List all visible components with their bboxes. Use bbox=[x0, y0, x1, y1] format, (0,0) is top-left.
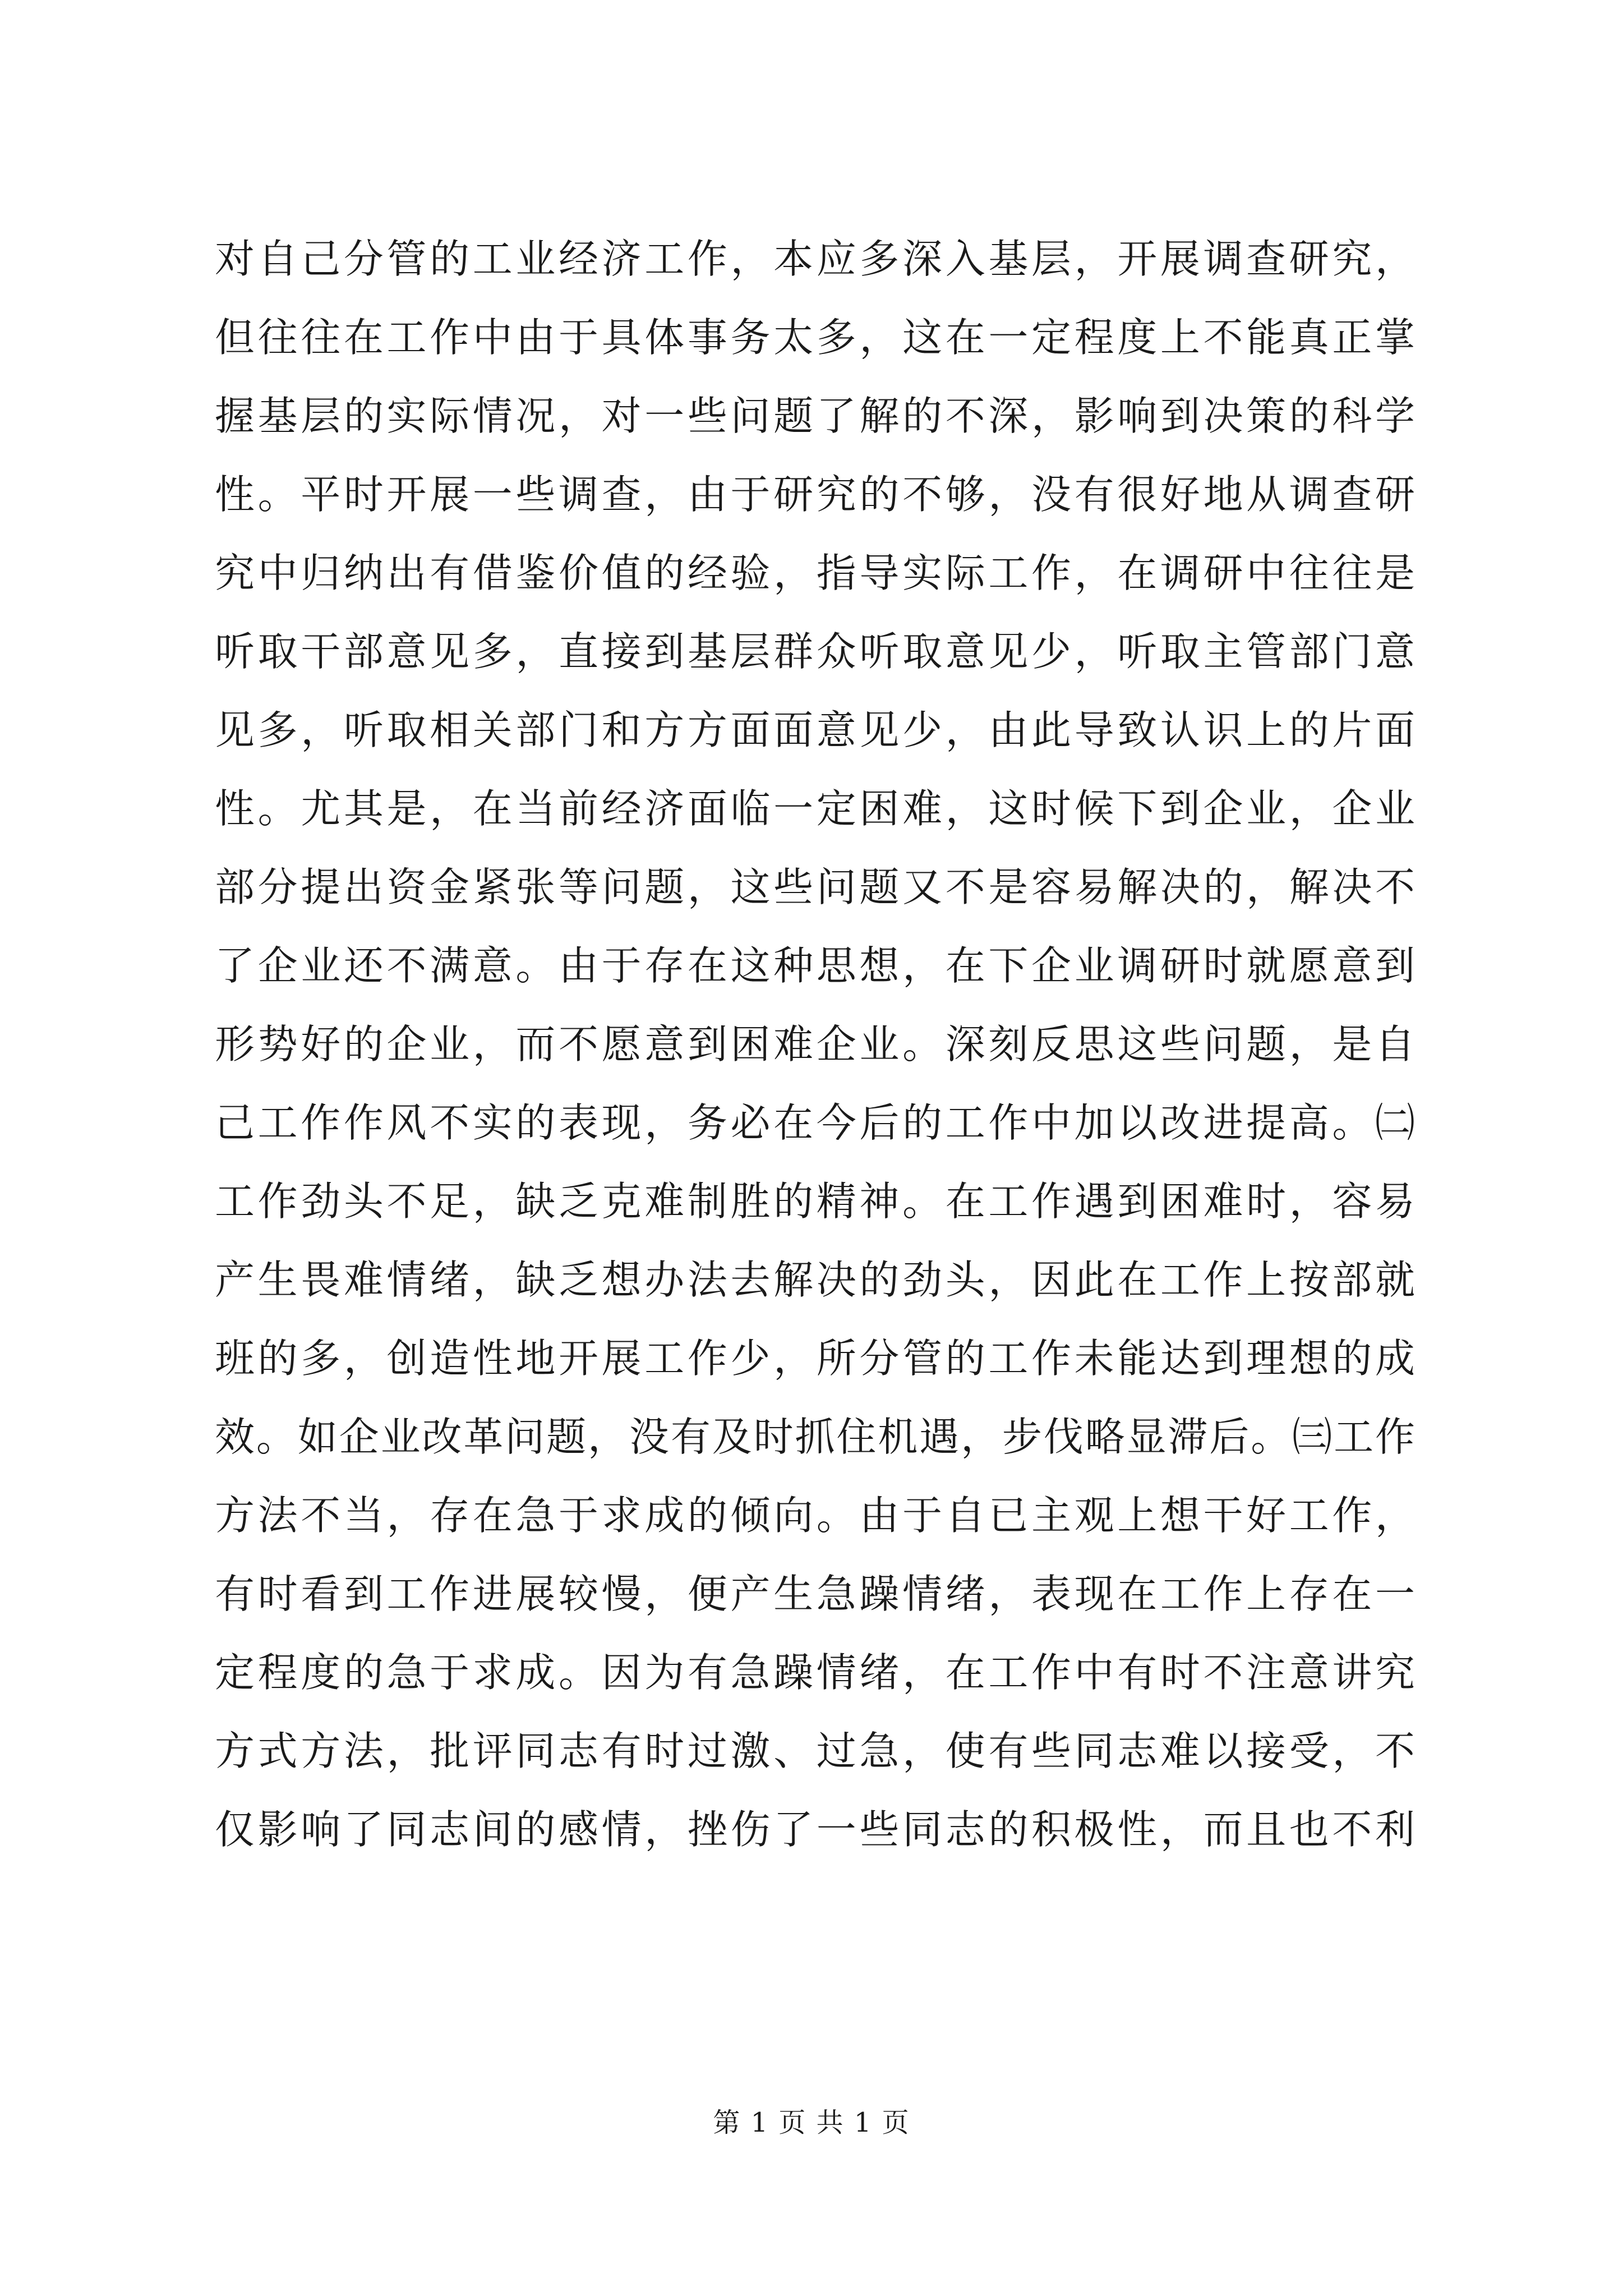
text-line: 方式方法，批评同志有时过激、过急，使有些同志难以接受，不 bbox=[215, 1728, 1415, 1774]
text-line: 工作劲头不足，缺乏克难制胜的精神。在工作遇到困难时，容易 bbox=[215, 1178, 1415, 1225]
body-text bbox=[215, 220, 1415, 1869]
text-line: 产生畏难情绪，缺乏想办法去解决的劲头，因此在工作上按部就 bbox=[215, 1257, 1415, 1303]
text-line: 握基层的实际情况，对一些问题了解的不深，影响到决策的科学 bbox=[215, 393, 1415, 439]
text-line: 但往往在工作中由于具体事务太多，这在一定程度上不能真正掌 bbox=[215, 314, 1415, 361]
text-line: 部分提出资金紧张等问题，这些问题又不是容易解决的，解决不 bbox=[215, 864, 1415, 910]
text-line: 仅影响了同志间的感情，挫伤了一些同志的积极性，而且也不利 bbox=[215, 1806, 1415, 1853]
text-line: 定程度的急于求成。因为有急躁情绪，在工作中有时不注意讲究 bbox=[215, 1649, 1415, 1696]
text-line: 方法不当，存在急于求成的倾向。由于自已主观上想干好工作， bbox=[215, 1492, 1415, 1539]
page-footer: 第 1 页 共 1 页 bbox=[713, 2107, 910, 2138]
text-line: 性。尤其是，在当前经济面临一定困难，这时候下到企业，企业 bbox=[215, 785, 1415, 832]
text-line: 究中归纳出有借鉴价值的经验，指导实际工作，在调研中往往是 bbox=[215, 550, 1415, 596]
text-line: 效。如企业改革问题，没有及时抓住机遇，步伐略显滞后。㈢工作 bbox=[215, 1414, 1415, 1460]
text-line: 班的多，创造性地开展工作少，所分管的工作未能达到理想的成 bbox=[215, 1335, 1415, 1382]
text-line: 了企业还不满意。由于存在这种思想，在下企业调研时就愿意到 bbox=[215, 942, 1415, 989]
text-line: 有时看到工作进展较慢，便产生急躁情绪，表现在工作上存在一 bbox=[215, 1571, 1415, 1617]
text-line: 对自己分管的工业经济工作，本应多深入基层，开展调查研究， bbox=[215, 236, 1415, 282]
text-line: 听取干部意见多，直接到基层群众听取意见少，听取主管部门意 bbox=[215, 628, 1415, 675]
text-line: 形势好的企业，而不愿意到困难企业。深刻反思这些问题，是自 bbox=[215, 1021, 1415, 1068]
text-line: 己工作作风不实的表现，务必在今后的工作中加以改进提高。㈡ bbox=[215, 1099, 1415, 1146]
text-line: 见多，听取相关部门和方方面面意见少，由此导致认识上的片面 bbox=[215, 707, 1415, 753]
text-line: 性。平时开展一些调查，由于研究的不够，没有很好地从调查研 bbox=[215, 471, 1415, 518]
